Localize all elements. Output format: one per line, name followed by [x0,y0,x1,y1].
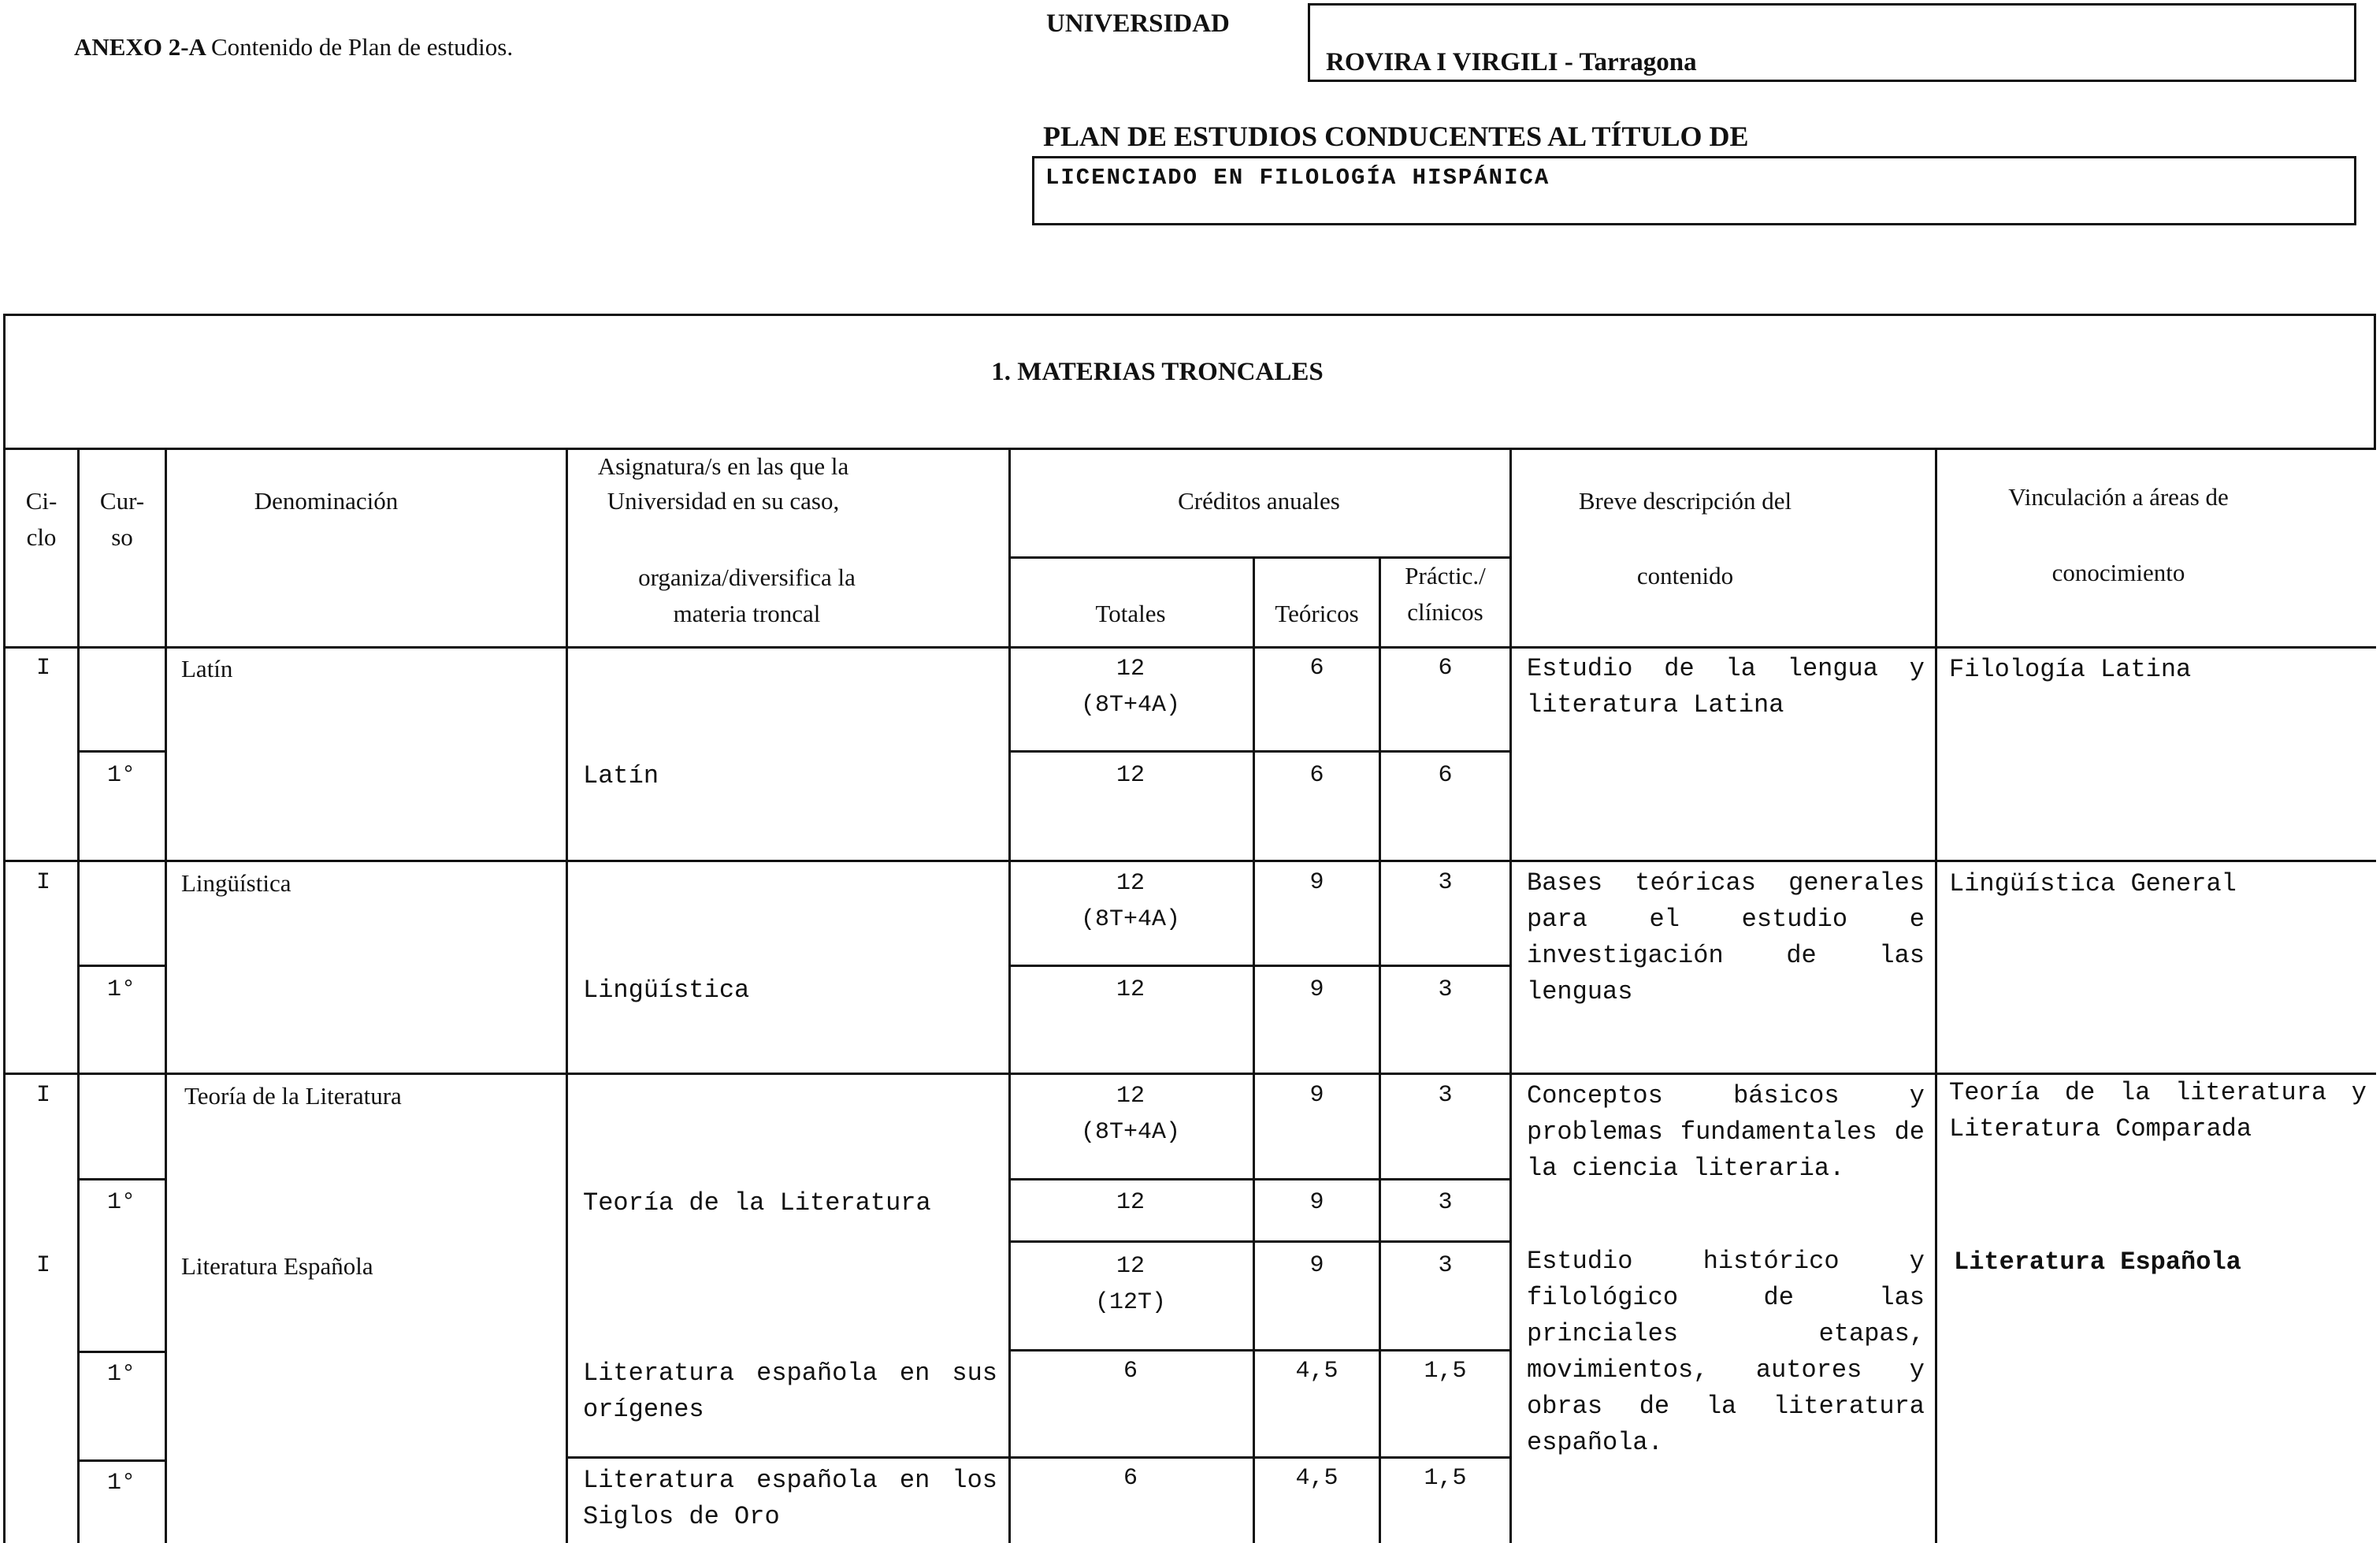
creditos-teoricos: 6 [1309,655,1324,682]
creditos-practicos: 1,5 [1424,1358,1467,1385]
creditos-totales: 12 [1116,976,1145,1003]
creditos-teoricos: 6 [1309,762,1324,789]
descripcion: Estudio de la lengua y literatura Latina [1527,654,1925,719]
creditos-teoricos: 9 [1309,1189,1324,1216]
header-totales: Totales [1095,600,1166,627]
denominacion: Literatura Española [181,1252,373,1280]
header-denominacion: Denominación [254,487,399,515]
creditos-practicos: 3 [1438,1252,1453,1279]
asignatura: Lingüística [583,976,750,1005]
creditos-practicos: 6 [1438,655,1453,682]
curso: 1° [107,1361,136,1388]
university-box [1308,3,2356,82]
creditos-practicos: 3 [1438,869,1453,896]
vinculacion: Lingüística General [1949,869,2237,898]
creditos-teoricos: 9 [1309,1252,1324,1279]
creditos-totales: 12 (12T) [1094,1253,1166,1316]
degree-title: LICENCIADO EN FILOLOGÍA HISPÁNICA [1045,165,1550,191]
vinculacion: Filología Latina [1949,655,2192,684]
ciclo: I [36,1082,51,1109]
annex-label [74,33,513,61]
header-descripcion-bottom: contenido [1636,562,1734,589]
header-creditos: Créditos anuales [1178,487,1340,515]
header-vinculacion: Vinculación a áreas de [2008,483,2229,511]
asignatura: Latín [583,761,659,790]
descripcion: Bases teóricas generales para el estudio e investigación de las lenguas [1527,868,1925,1006]
materias-troncales-table [3,314,2376,1543]
creditos-teoricos: 9 [1309,869,1324,896]
creditos-teoricos: 4,5 [1295,1358,1339,1385]
ciclo: I [36,655,51,682]
creditos-practicos: 3 [1438,976,1453,1003]
ciclo: I [36,1252,51,1279]
creditos-teoricos: 9 [1309,1082,1324,1109]
curso: 1° [107,1470,136,1497]
vinculacion: Teoría de la literatura y Literatura Comparada [1949,1078,2367,1143]
denominacion: Teoría de la Literatura [184,1082,402,1110]
university-label: UNIVERSIDAD [1046,9,1230,38]
vinculacion: Literatura Española [1954,1247,2241,1277]
creditos-totales: 6 [1123,1358,1138,1385]
section-title: 1. MATERIAS TRONCALES [991,358,1324,386]
creditos-totales: 6 [1123,1465,1138,1492]
descripcion: Estudio histórico y filológico de las princiales etapas, movimientos, autores y obras de la literatura española. [1527,1247,1925,1457]
header-curso: Cur- so [99,487,145,551]
creditos-totales: 12 (8T+4A) [1080,870,1181,933]
creditos-practicos: 3 [1438,1189,1453,1216]
creditos-practicos: 3 [1438,1082,1453,1109]
denominacion: Lingüística [181,869,291,897]
creditos-teoricos: 9 [1309,976,1324,1003]
annex-code: ANEXO 2-A [74,33,206,61]
creditos-totales: 12 (8T+4A) [1080,1083,1181,1146]
header-asignaturas: Asignatura/s en las que la Universidad en su caso, [597,452,849,515]
creditos-totales: 12 [1116,762,1145,789]
ciclo: I [36,869,51,896]
creditos-practicos: 6 [1438,762,1453,789]
header-vinculacion-bottom: conocimiento [2051,559,2185,586]
asignatura: Teoría de la Literatura [583,1188,931,1218]
curso: 1° [107,976,136,1003]
curso: 1° [107,762,136,789]
asignatura: Literatura española en sus orígenes [583,1359,997,1424]
creditos-totales: 12 [1116,1189,1145,1216]
header-asignaturas-bottom: organiza/diversifica la materia troncal [638,563,856,627]
annex-text: Contenido de Plan de estudios. [210,33,514,61]
creditos-teoricos: 4,5 [1295,1465,1339,1492]
header-descripcion: Breve descripción del [1578,487,1792,515]
degree-box [1032,156,2356,225]
header-practicos: Práctic./ clínicos [1405,562,1486,626]
curso: 1° [107,1189,136,1216]
header-teoricos: Teóricos [1275,600,1359,627]
header-ciclo: Ci- clo [25,487,58,551]
plan-label: PLAN DE ESTUDIOS CONDUCENTES AL TÍTULO DE [1043,121,1749,152]
descripcion: Conceptos básicos y problemas fundamentales de la ciencia literaria. [1527,1081,1925,1183]
asignatura: Literatura española en los Siglos de Oro [583,1466,997,1531]
creditos-practicos: 1,5 [1424,1465,1467,1492]
creditos-totales: 12 (8T+4A) [1080,656,1181,719]
university-name: ROVIRA I VIRGILI - Tarragona [1326,48,1697,76]
denominacion: Latín [181,655,233,682]
